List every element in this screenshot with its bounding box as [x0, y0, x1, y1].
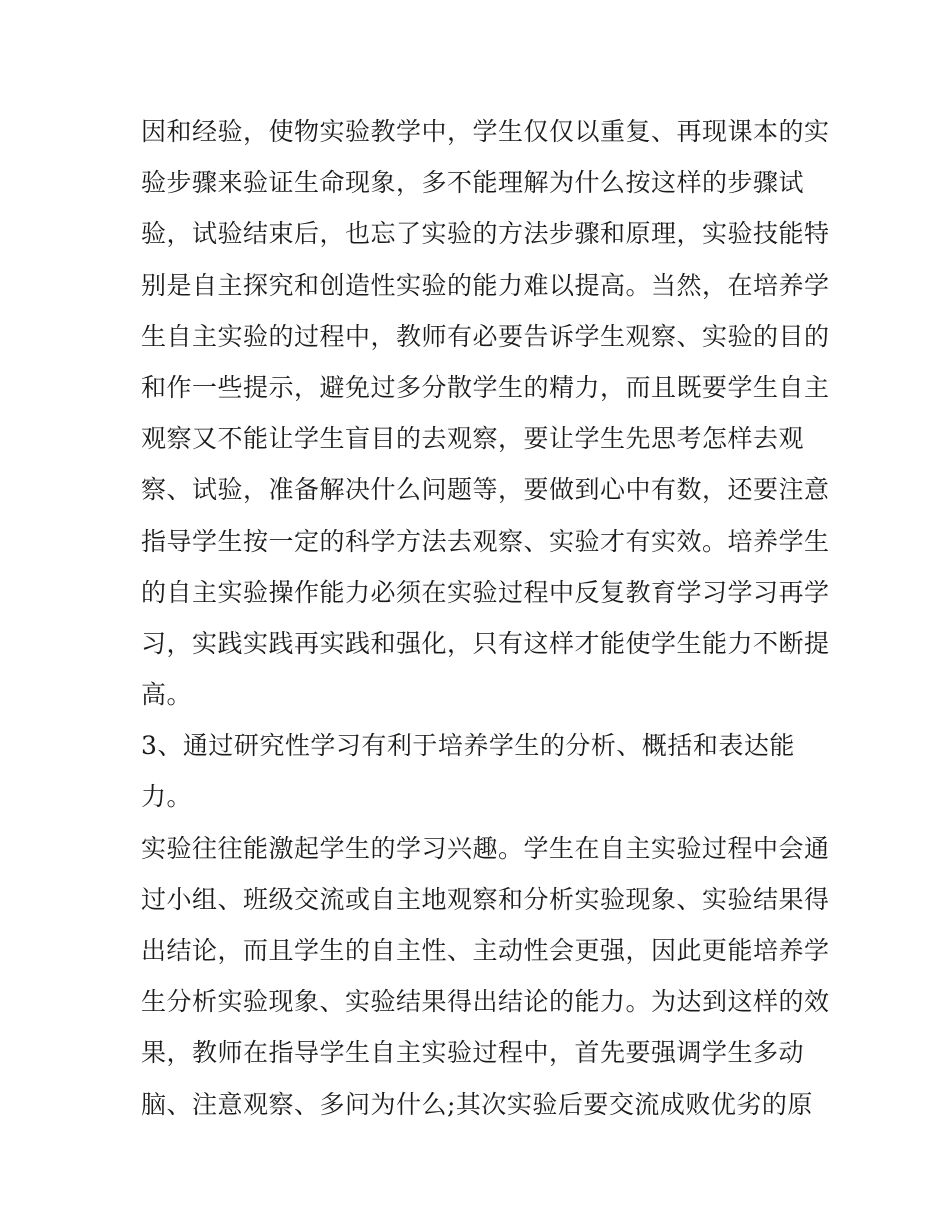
- text-line: 脑、注意观察、多问为什么;其次实验后要交流成败优劣的原: [141, 1089, 813, 1119]
- text-line: 别是自主探究和创造性实验的能力难以提高。当然，在培养学: [141, 270, 830, 300]
- text-line: 高。: [141, 680, 193, 710]
- section-heading-line: 3、通过研究性学习有利于培养学生的分析、概括和表达能: [141, 731, 795, 761]
- text-line: 观察又不能让学生盲目的去观察，要让学生先思考怎样去观: [141, 424, 805, 454]
- text-line: 的自主实验操作能力必须在实验过程中反复教育学习学习再学: [141, 577, 830, 607]
- text-line: 习，实践实践再实践和强化，只有这样才能使学生能力不断提: [141, 628, 830, 658]
- text-line: 生分析实验现象、实验结果得出结论的能力。为达到这样的效: [141, 987, 830, 1017]
- text-line: 验步骤来验证生命现象，多不能理解为什么按这样的步骤试: [141, 168, 805, 198]
- text-line: 指导学生按一定的科学方法去观察、实验才有实效。培养学生: [141, 526, 830, 556]
- text-line: 过小组、班级交流或自主地观察和分析实验现象、实验结果得: [141, 884, 830, 914]
- section-heading-line: 力。: [141, 782, 193, 812]
- text-line: 实验往往能激起学生的学习兴趣。学生在自主实验过程中会通: [141, 833, 830, 863]
- text-line: 果，教师在指导学生自主实验过程中，首先要强调学生多动: [141, 1038, 805, 1068]
- document-body: [141, 106, 830, 1130]
- text-line: 因和经验，使物实验教学中，学生仅仅以重复、再现课本的实: [141, 117, 830, 146]
- text-line: 和作一些提示，避免过多分散学生的精力，而且既要学生自主: [141, 372, 830, 402]
- text-line: 验，试验结束后，也忘了实验的方法步骤和原理，实验技能特: [141, 219, 830, 249]
- text-line: 察、试验，准备解决什么问题等，要做到心中有数，还要注意: [141, 475, 830, 505]
- text-line: 生自主实验的过程中，教师有必要告诉学生观察、实验的目的: [141, 321, 830, 351]
- text-line: 出结论，而且学生的自主性、主动性会更强，因此更能培养学: [141, 936, 830, 965]
